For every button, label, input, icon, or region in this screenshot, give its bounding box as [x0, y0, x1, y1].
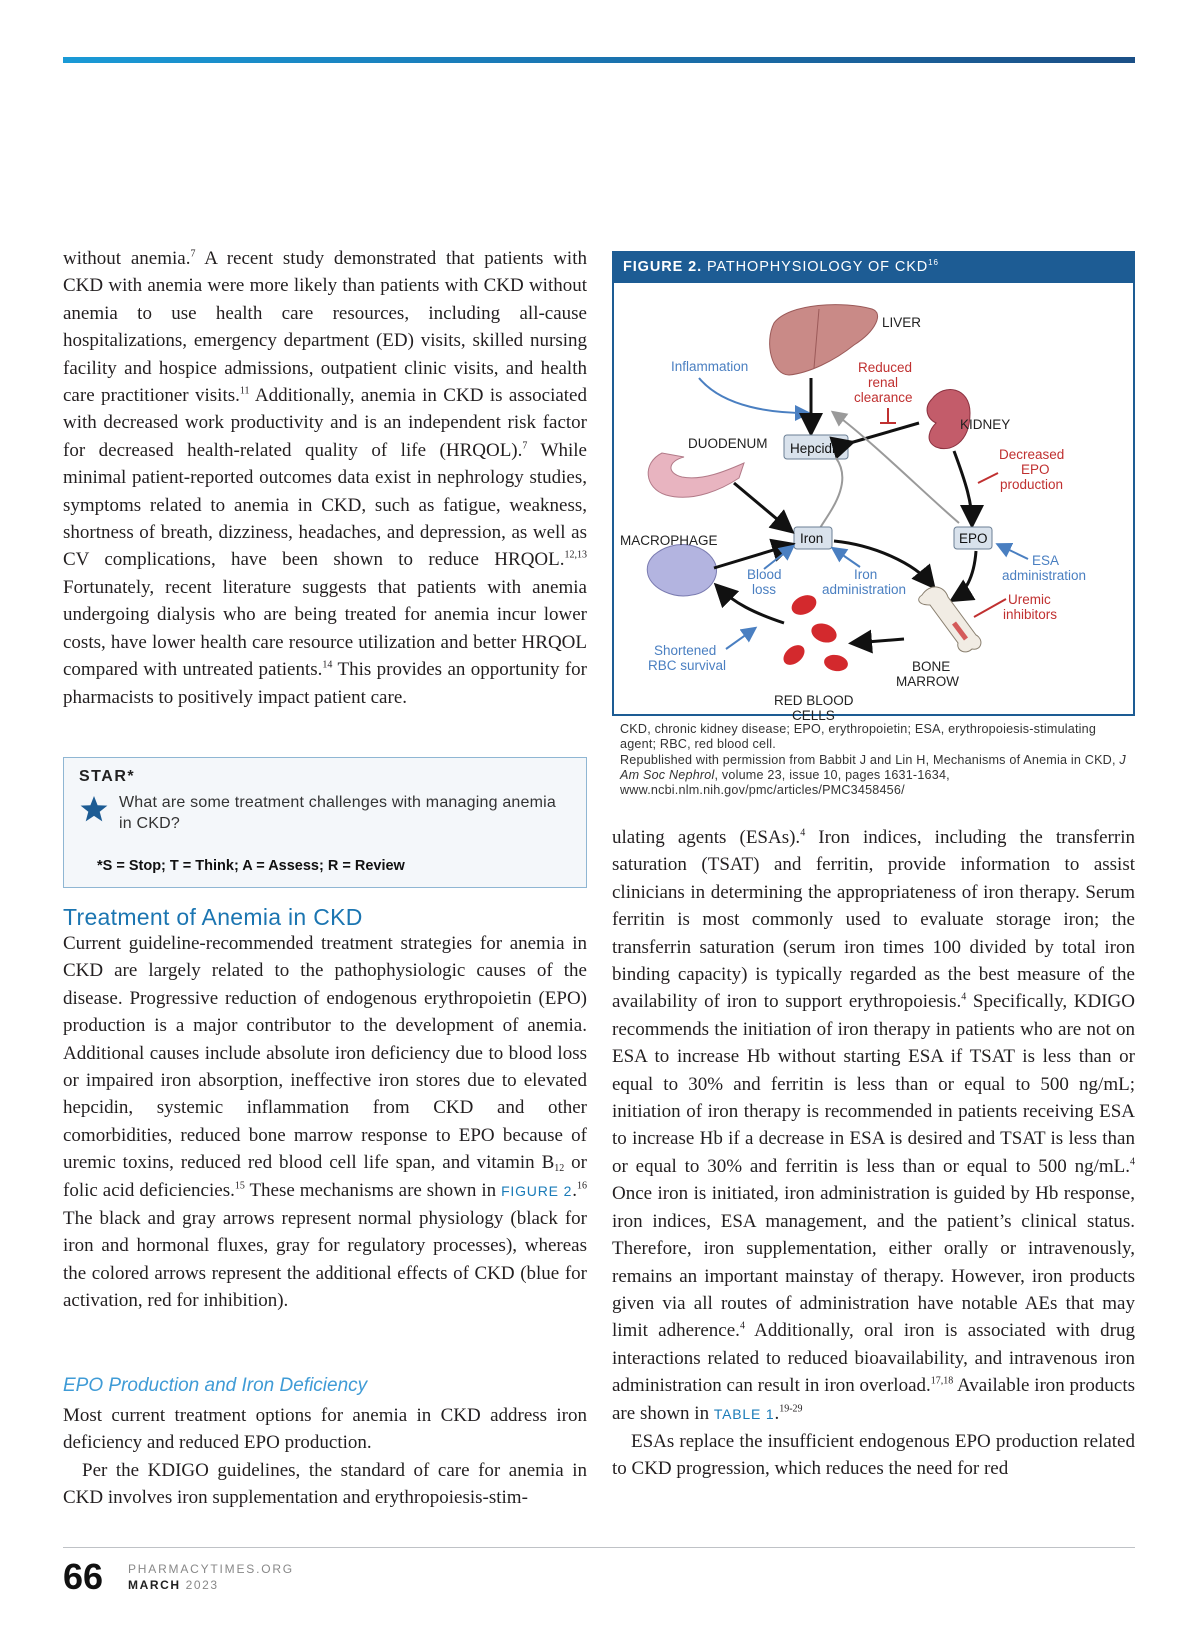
- body-paragraph: Current guideline-recommended treatment strategies for anemia in CKD are largely related to the pathophysiologic causes of the disease. Progressive reduction of endogenous erythropoietin (EPO) production is a major contributor to the development of anemia. Additional causes include absolute iron deficiency due to blood loss or impaired iron absorption, ineffective iron stores due to elevated hepcidin, systemic inflammation from CKD and other comorbidities, reduced bone marrow response to EPO because of uremic toxins, reduced red blood cell life span, and vitamin $B_{12}$ or folic acid deficiencies.$^{15}$ These mechanisms are shown in FIGURE 2.16 The black and gray arrows represent normal physiology (black for iron and hormonal fluxes, gray for regulatory processes), whereas the colored arrows represent the additional effects of CKD (blue for activation, red for inhibition).: [63, 933, 588, 1312]
- iron-admin-label-2: administration: [822, 582, 907, 597]
- iron-admin-arrow: [834, 549, 860, 567]
- red-blood-cell: [809, 620, 840, 646]
- bone-label-1: BONE: [912, 659, 951, 674]
- inhibit-line-epo: [978, 473, 998, 483]
- red-blood-cell: [788, 591, 819, 618]
- liver-label: LIVER: [882, 315, 922, 330]
- shortened-arrow: [726, 629, 754, 649]
- star-icon: [79, 794, 109, 824]
- caption-credit: Republished with permission from Babbit J and Lin H, Mechanisms of Anemia in CKD, J Am Soc Nephrol, volume 23, issue 10, pages 1631-1634, www.ncbi.nlm.nih.gov/pmc/articles/PMC3458456/: [620, 752, 1126, 798]
- inflammation-arrow: [699, 378, 807, 413]
- footer-site: PHARMACYTIMES.ORG: [128, 1562, 294, 1576]
- esa-arrow: [999, 545, 1028, 559]
- page-number: 66: [63, 1556, 104, 1597]
- blood-loss-label-1: Blood: [747, 567, 782, 582]
- decreased-label-2: EPO: [1021, 462, 1050, 477]
- uremic-label-1: Uremic: [1008, 592, 1051, 607]
- blood-loss-label-2: loss: [752, 582, 777, 597]
- body-paragraph: Per the KDIGO guidelines, the standard of care for anemia in CKD involves iron supplementation and erythropoiesis-stim-: [63, 1459, 587, 1509]
- macrophage-label: MACROPHAGE: [620, 533, 718, 548]
- shortened-label-1: Shortened: [654, 643, 717, 658]
- left-column-bottom: [63, 930, 587, 1315]
- macrophage-cell: [647, 545, 716, 596]
- bone-label-2: MARROW: [896, 674, 959, 689]
- uremic-inhibit-line: [974, 599, 1006, 617]
- hepcidin-iron-regulatory-arrow: [820, 458, 842, 528]
- kidney-label: KIDNEY: [960, 417, 1011, 432]
- hepcidin-label: Hepcidin: [790, 441, 843, 456]
- inflammation-label: Inflammation: [671, 359, 749, 374]
- iron-to-marrow-arrow: [834, 541, 932, 585]
- reduced-renal-label-3: clearance: [854, 390, 913, 405]
- figure-reference-link[interactable]: FIGURE 2: [501, 1182, 573, 1199]
- red-blood-cell: [780, 641, 809, 669]
- star-callout-box: [63, 757, 587, 888]
- reduced-renal-label-2: renal: [868, 375, 899, 390]
- esa-label-2: administration: [1002, 568, 1087, 583]
- body-paragraph: without anemia.$^7$ A recent study demonstrated that patients with CKD with anemia were more likely than patients with CKD without anemia to use health care resources, including all-cause hospitalizations, emergency department (ED) visits, skilled nursing facility and hospice admissions, outpatient clinic visits, and health care practitioner visits.$^{11}$ Additionally, anemia in CKD is associated with decreased work productivity and is an independent risk factor for decreased health-related quality of life (HRQOL).$^7$ While minimal patient-reported outcomes data exist in nephrology studies, symptoms related to anemia in CKD, such as fatigue, weakness, shortness of breath, dizziness, headaches, and depression, as well as CV complications, have been shown to reduce HRQOL.$^{12,13}$ Fortunately, recent literature suggests that patients with anemia undergoing dialysis who are being treated for anemia incur lower costs, have lower health care resource utilization and better HRQOL compared with untreated patients.$^{14}$ This provides an opportunity for pharmacists to positively impact patient care.: [63, 248, 587, 708]
- rbc-label-1: RED BLOOD: [774, 693, 854, 708]
- pathophysiology-diagram: [614, 283, 1133, 723]
- left-column-end: [63, 1402, 587, 1512]
- footer-rule: [63, 1547, 1135, 1548]
- body-paragraph: Most current treatment options for anemia in CKD address iron deficiency and reduced EPO production.: [63, 1405, 587, 1454]
- rbc-label-2: CELLS: [792, 708, 835, 723]
- iron-admin-label-1: Iron: [854, 567, 878, 582]
- star-box-title: STAR*: [79, 768, 136, 785]
- iron-label: Iron: [800, 531, 824, 546]
- caption-abbreviations: CKD, chronic kidney disease; EPO, erythropoietin; ESA, erythropoiesis-stimulating agent; RBC, red blood cell.: [620, 722, 1097, 752]
- star-box-question: What are some treatment challenges with managing anemia in CKD?: [119, 794, 556, 832]
- figure-2-box: [612, 251, 1135, 723]
- duodenum-to-iron-arrow: [734, 483, 790, 530]
- duodenum-organ: [648, 453, 744, 497]
- epo-label: EPO: [959, 531, 988, 546]
- epo-to-marrow-arrow: [954, 551, 976, 599]
- subsection-heading: EPO Production and Iron Deficiency: [63, 1375, 368, 1396]
- red-blood-cell: [823, 653, 849, 673]
- figure-caption: [620, 722, 1132, 798]
- marrow-to-rbc-arrow: [854, 639, 904, 643]
- kidney-to-epo-arrow: [954, 451, 972, 523]
- decreased-label-1: Decreased: [999, 447, 1065, 462]
- header-accent-bar: [63, 57, 1135, 63]
- section-heading: Treatment of Anemia in CKD: [63, 904, 363, 930]
- right-column: [612, 824, 1135, 1483]
- reduced-renal-label-1: Reduced: [858, 360, 913, 375]
- footer-date: MARCH 2023: [128, 1578, 219, 1592]
- uremic-label-2: inhibitors: [1003, 607, 1058, 622]
- shortened-label-2: RBC survival: [648, 658, 727, 673]
- duodenum-label: DUODENUM: [688, 436, 768, 451]
- kidney-hepcidin-arrow: [850, 423, 919, 443]
- bone-marrow-organ: [919, 587, 981, 652]
- esa-label-1: ESA: [1032, 553, 1060, 568]
- left-column-top: [63, 245, 587, 711]
- table-reference-link[interactable]: TABLE 1: [713, 1405, 775, 1422]
- body-paragraph: ulating agents (ESAs).$^4$ Iron indices, including the transferrin saturation (TSAT) and ferritin, provide information to assist clinicians in determining the appropriateness of iron therapy. Serum ferritin is most commonly used to evaluate storage iron; the transferrin saturation (serum iron times 100 divided by total iron binding capacity) is typically regarded as the best measure of the availability of iron to support erythropoiesis.$^4$ Specifically, KDIGO recommends the initiation of iron therapy in patients who are not on ESA to increase Hb without starting ESA if TSAT is less than or equal to 30% and ferritin is less than or equal to 500 ng/mL; initiation of iron therapy is recommended in patients receiving ESA to increase Hb if a decrease in ESA is desired and TSAT is less than or equal to 30% and ferritin is less than or equal to 500 ng/mL.$^4$ Once iron is initiated, iron administration is guided by Hb response, iron indices, ESA management, and the patient’s clinical status. Therefore, iron supplementation, either orally or intravenously, remains an important mainstay of therapy. However, iron products given via all routes of administration have notable AEs that may limit adherence.$^4$ Additionally, oral iron is associated with drug interactions related to reduced bioavailability, and intravenous iron administration can result in iron overload.$^{17,18}$ Available iron products are shown in TABLE 1.$^{19-29}$: [612, 827, 1135, 1424]
- star-box-key: *S = Stop; T = Think; A = Assess; R = Review: [97, 858, 405, 874]
- decreased-label-3: production: [1000, 477, 1064, 492]
- figure-header: FIGURE 2. PATHOPHYSIOLOGY OF CKD$^{16}$: [614, 253, 1133, 283]
- body-paragraph: ESAs replace the insufficient endogenous EPO production related to CKD progression, which reduces the need for red: [612, 1430, 1135, 1480]
